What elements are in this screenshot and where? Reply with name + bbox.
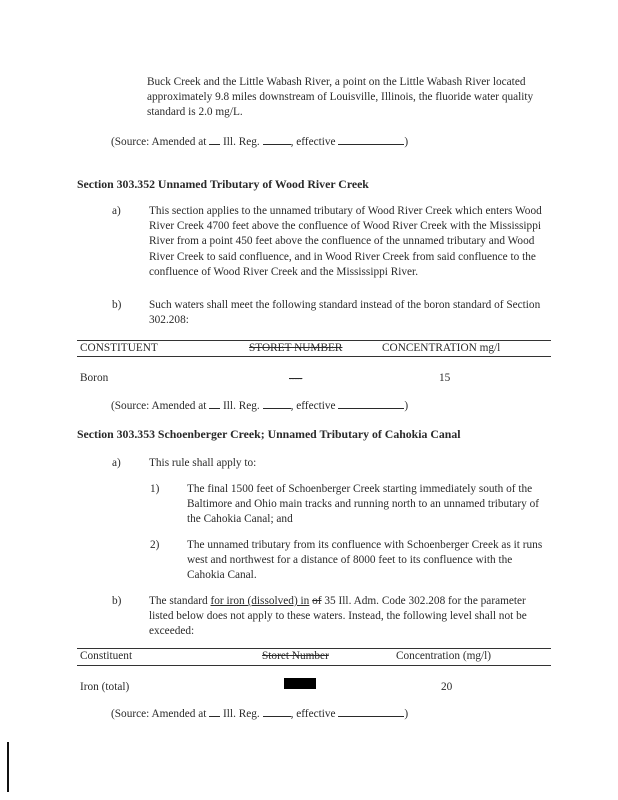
- table2-row-constituent: Iron (total): [80, 681, 130, 693]
- table2-header-concentration: Concentration (mg/l): [396, 650, 492, 662]
- section-353-a-label: a): [112, 457, 121, 469]
- section-353-item-2-label: 2): [150, 539, 160, 551]
- source-suffix: ): [404, 708, 409, 720]
- b-text-after: 35 Ill. Adm. Code 302.208 for the parameter listed below does not apply to these waters. Instead, the following level shall not be exceeded:: [149, 595, 527, 638]
- section-353-title: Section 303.353 Schoenberger Creek; Unnamed Tributary of Cahokia Canal: [77, 427, 461, 441]
- table1-row-constituent: Boron: [80, 372, 109, 384]
- table1-row-storet: -----: [289, 374, 303, 383]
- table2-redacted-storet: [284, 678, 316, 689]
- section-352-a-text: This section applies to the unnamed tributary of Wood River Creek which enters Wood River Creek 4700 feet above the confluence of Wood River Creek with the Mississippi River from a point 450 feet above the confluence of the unnamed tributary and Wood River Creek to said confluence, and in Wood River Creek from said confluence to the confluence of Wood River Creek and the Mississippi River.: [149, 205, 542, 278]
- section-352-a-label: a): [112, 205, 121, 217]
- table1-header-concentration: CONCENTRATION mg/l: [382, 342, 501, 354]
- section-353-item-1-label: 1): [150, 483, 160, 495]
- table1-header-storet: STORET NUMBER: [249, 342, 343, 354]
- section-352-b-text: Such waters shall meet the following standard instead of the boron standard of Section 302.208:: [149, 299, 541, 327]
- section-353-a-text: This rule shall apply to:: [149, 457, 257, 469]
- source-reg: Ill. Reg.: [223, 708, 260, 720]
- section-352-b-label: b): [112, 299, 122, 311]
- b-text-before: The standard: [149, 595, 211, 607]
- source-effective: effective: [296, 136, 336, 148]
- source-note: (Source: Amended at Ill. Reg. , effective ): [111, 136, 409, 148]
- section-353-b-text: [149, 594, 549, 640]
- b-text-deleted: of: [312, 595, 322, 607]
- source-note: (Source: Amended at Ill. Reg. , effective ): [111, 708, 409, 720]
- source-prefix: (Source: Amended at: [111, 400, 207, 412]
- intro-paragraph: Buck Creek and the Little Wabash River, a point on the Little Wabash River located approximately 9.8 miles downstream of Louisville, Illinois, the fluoride water quality standard is 2.0 mg/L.: [147, 76, 534, 119]
- margin-change-bar: [7, 742, 9, 792]
- source-reg: Ill. Reg.: [223, 136, 260, 148]
- table2-header-rule: [77, 665, 551, 666]
- source-suffix: ): [404, 136, 409, 148]
- b-text-inserted: for iron (dissolved) in: [210, 595, 310, 607]
- section-352-title: Section 303.352 Unnamed Tributary of Wood River Creek: [77, 177, 369, 191]
- section-353-item-2-text: The unnamed tributary from its confluence with Schoenberger Creek as it runs west and northwest for a distance of 8000 feet to its confluence with the Cahokia Canal.: [187, 539, 543, 582]
- table1-header-rule: [77, 356, 551, 357]
- source-effective: effective: [296, 708, 336, 720]
- section-353-b-label: b): [112, 595, 122, 607]
- table2-header-storet: Storet Number: [262, 650, 329, 662]
- table1-row-concentration: 15: [439, 372, 451, 384]
- source-suffix: ): [404, 400, 409, 412]
- source-prefix: (Source: Amended at: [111, 136, 207, 148]
- section-353-item-1-text: The final 1500 feet of Schoenberger Creek starting immediately south of the Baltimore and Ohio main tracks and running north to an unnamed tributary of the Cahokia Canal; and: [187, 483, 540, 526]
- table2-header-constituent: Constituent: [80, 650, 133, 662]
- table2-row-concentration: 20: [441, 681, 453, 693]
- table1-header-constituent: CONSTITUENT: [80, 342, 158, 354]
- source-reg: Ill. Reg.: [223, 400, 260, 412]
- source-prefix: (Source: Amended at: [111, 708, 207, 720]
- source-effective: effective: [296, 400, 336, 412]
- source-note: (Source: Amended at Ill. Reg. , effective ): [111, 400, 409, 412]
